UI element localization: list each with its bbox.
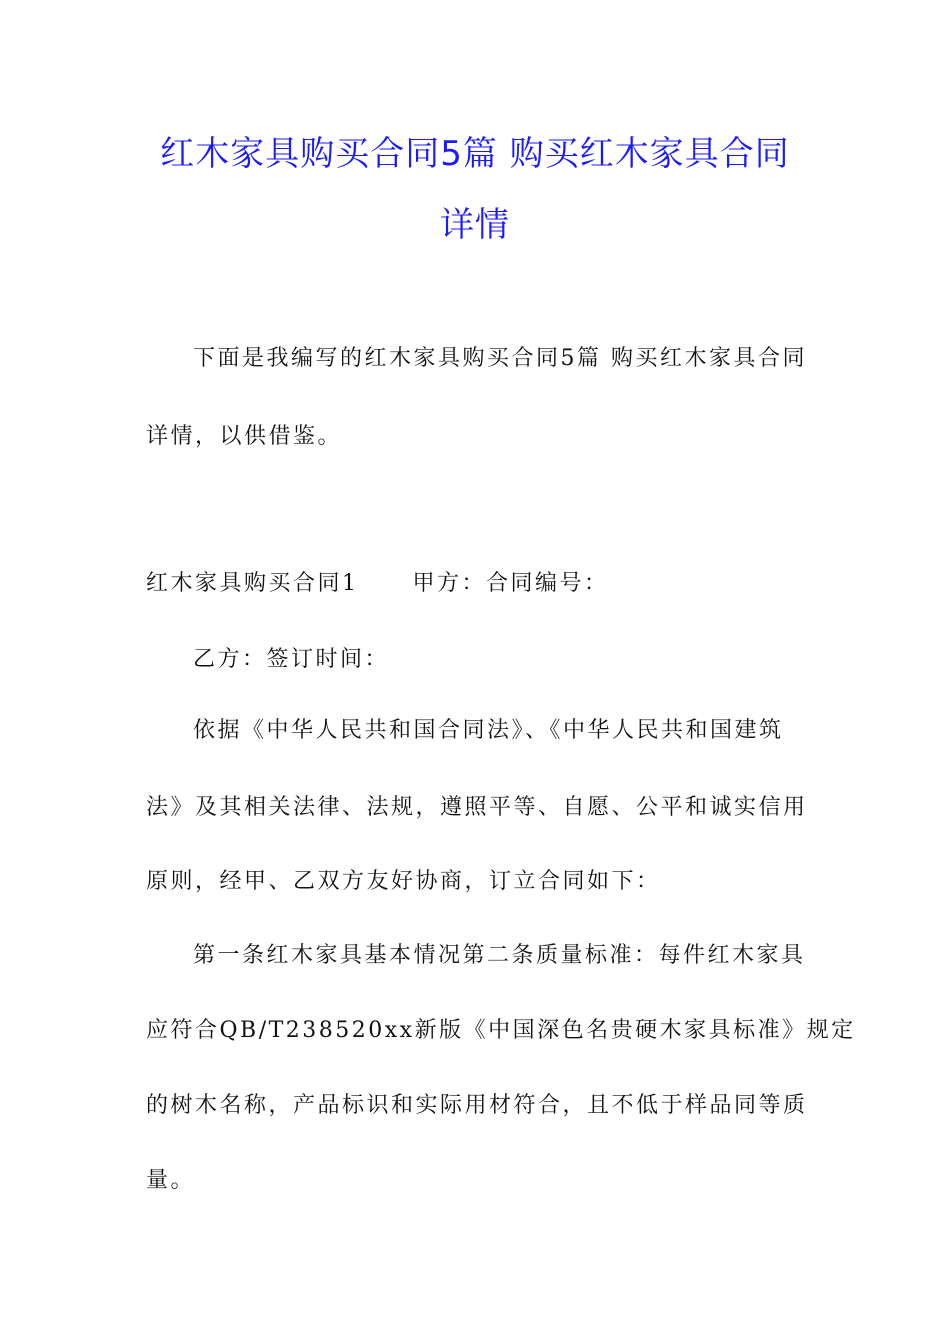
intro-line-1: 下面是我编写的红木家具购买合同5篇 购买红木家具合同 — [193, 346, 807, 371]
contract-heading-row — [146, 569, 609, 599]
party-b-line: 乙方：签订时间： — [193, 647, 390, 672]
party-a-line: 甲方：合同编号： — [412, 571, 609, 596]
contract-heading: 红木家具购买合同1 — [146, 571, 359, 596]
basis-line-2: 法》及其相关法律、法规，遵照平等、自愿、公平和诚实信用 — [146, 795, 808, 820]
article-line-3: 的树木名称，产品标识和实际用材符合，且不低于样品同等质 — [146, 1093, 808, 1118]
document-title-line-2: 详情 — [440, 205, 510, 245]
article-line-1: 第一条红木家具基本情况第二条质量标准：每件红木家具 — [193, 943, 806, 968]
article-line-4: 量。 — [146, 1168, 196, 1193]
basis-line-3: 原则，经甲、乙双方友好协商，订立合同如下： — [146, 869, 661, 894]
article-line-2: 应符合QB/T238520xx新版《中国深色名贵硬木家具标准》规定 — [146, 1018, 856, 1043]
intro-line-2: 详情，以供借鉴。 — [146, 424, 343, 449]
document-title-line-1: 红木家具购买合同5篇 购买红木家具合同 — [160, 134, 790, 174]
basis-line-1: 依据《中华人民共和国合同法》、《中华人民共和国建筑 — [193, 718, 784, 743]
